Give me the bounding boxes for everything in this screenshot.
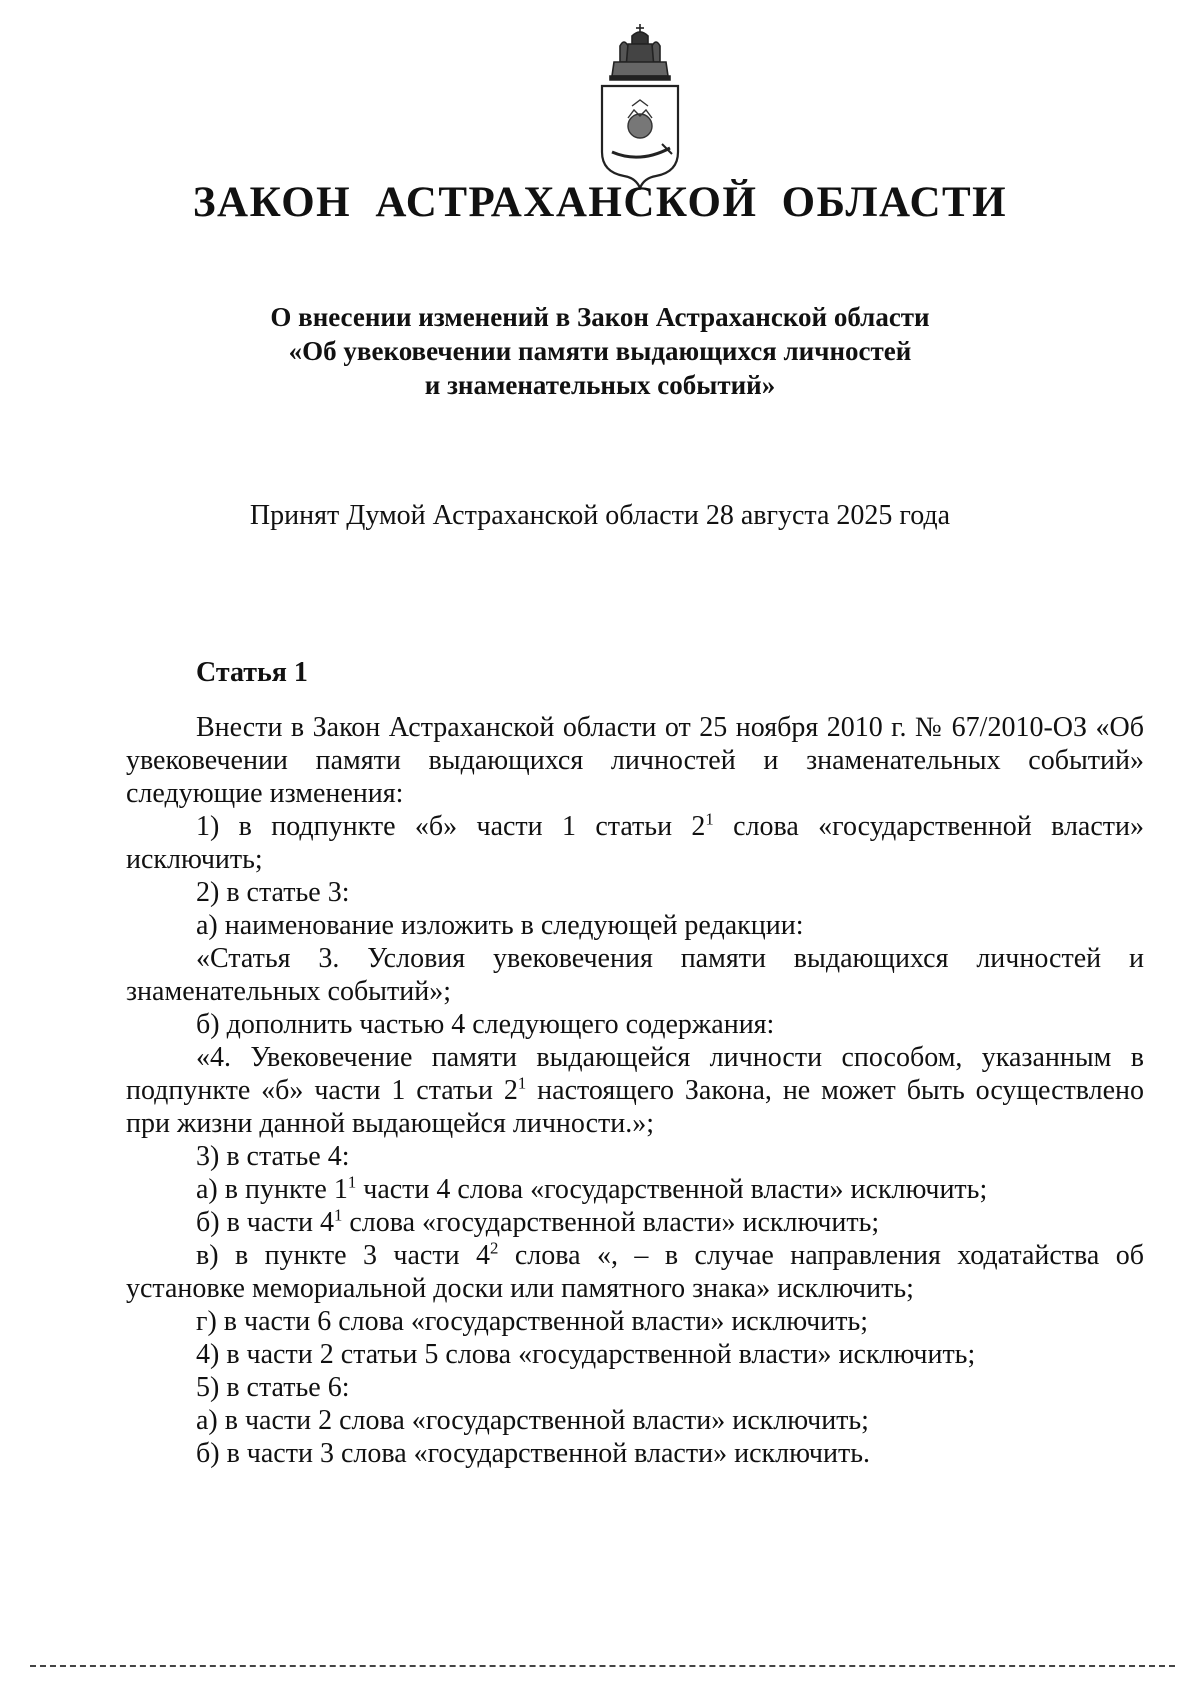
page-footer-divider (30, 1665, 1175, 1667)
item-3g: г) в части 6 слова «государственной власти» исключить; (196, 1306, 869, 1337)
item-2b: б) дополнить частью 4 следующего содержания: (196, 1009, 775, 1040)
item-1 (126, 810, 1144, 876)
superscript: 1 (347, 1172, 357, 1192)
article-heading: Статья 1 (196, 657, 308, 688)
item-text: в) в пункте 3 части 4 (196, 1240, 491, 1271)
item-2: 2) в статье 3: (196, 877, 350, 908)
subtitle-line: и знаменательных событий» (424, 370, 776, 400)
item-3c (126, 1239, 1144, 1305)
superscript: 2 (490, 1238, 499, 1258)
law-title: ЗАКОН АСТРАХАНСКОЙ ОБЛАСТИ (192, 179, 1008, 226)
superscript: 1 (705, 809, 714, 829)
item-3a (126, 1173, 1144, 1206)
item-text: части 4 слова «государственной власти» исключить; (356, 1174, 988, 1205)
item-text: слова «государственной власти» исключить; (126, 811, 1144, 875)
subtitle-line: О внесении изменений в Закон Астраханской области (270, 302, 930, 332)
item-2a-text: «Статья 3. Условия увековечения памяти выдающихся личностей и знаменательных событий»; (126, 943, 1144, 1007)
superscript: 1 (333, 1205, 343, 1225)
superscript: 1 (517, 1073, 527, 1093)
item-text: б) в части 4 (196, 1207, 334, 1238)
adoption-note: Принят Думой Астраханской области 28 августа 2025 года (249, 500, 951, 531)
article-body (126, 711, 1144, 1470)
item-text: слова «, – в случае направления ходатайства об установке мемориальной доски или памятного знака» исключить; (126, 1240, 1144, 1304)
astrakhan-coat-of-arms-icon (590, 22, 690, 190)
item-text: настоящего Закона, не может быть осуществлено при жизни данной выдающейся личности.»; (126, 1075, 1144, 1139)
item-2a: а) наименование изложить в следующей редакции: (196, 910, 804, 941)
subtitle-line: «Об увековечении памяти выдающихся личностей (288, 336, 912, 366)
item-4: 4) в части 2 статьи 5 слова «государственной власти» исключить; (196, 1339, 976, 1370)
item-5a: а) в части 2 слова «государственной власти» исключить; (196, 1405, 869, 1436)
item-text: «4. Увековечение памяти выдающейся личности способом, указанным в подпункте «б» части 1 статьи 2 (126, 1042, 1144, 1106)
item-5: 5) в статье 6: (196, 1372, 350, 1403)
item-2b-text (126, 1041, 1144, 1140)
law-subtitle (0, 300, 1200, 402)
item-text: 1) в подпункте «б» части 1 статьи 2 (196, 811, 706, 842)
item-3b (126, 1206, 1144, 1239)
item-3: 3) в статье 4: (196, 1141, 350, 1172)
article-intro: Внести в Закон Астраханской области от 25 ноября 2010 г. № 67/2010-ОЗ «Об увековечении памяти выдающихся личностей и знаменательных событий» следующие изменения: (126, 712, 1144, 809)
item-text: а) в пункте 1 (196, 1174, 348, 1205)
item-text: слова «государственной власти» исключить; (342, 1207, 880, 1238)
item-5b: б) в части 3 слова «государственной власти» исключить. (196, 1438, 870, 1469)
